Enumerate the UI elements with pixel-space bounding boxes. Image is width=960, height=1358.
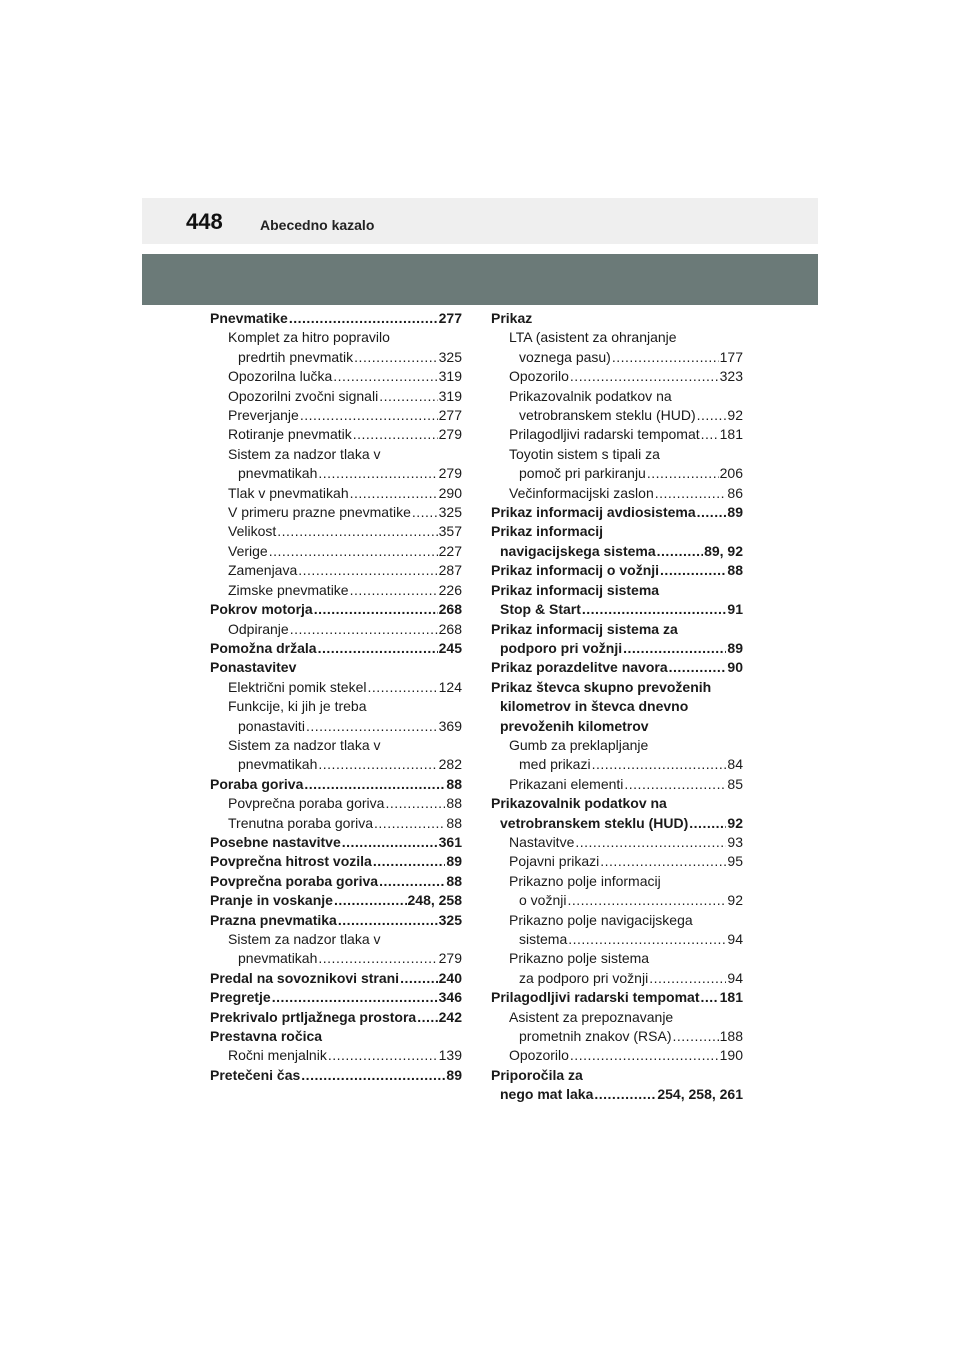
index-entry [210, 794, 462, 813]
dot-leader [600, 852, 726, 871]
index-entry-page: 181 [719, 426, 743, 443]
index-entry [210, 542, 462, 561]
index-entry-term: Pranje in voskanje [210, 892, 333, 909]
index-entry [491, 581, 743, 620]
index-entry [210, 1008, 462, 1027]
index-entry [210, 697, 462, 736]
index-entry [491, 658, 743, 677]
dot-leader [300, 406, 438, 425]
index-entry-page: 282 [438, 756, 462, 773]
index-entry-term: pomoč pri parkiranju [519, 465, 646, 482]
index-entry-term: Prikazovalnik podatkov na [509, 387, 672, 404]
index-entry-page: 95 [727, 853, 743, 870]
index-column-right [491, 309, 743, 1105]
dot-leader [338, 911, 438, 930]
dot-leader [594, 1085, 656, 1104]
index-entry-page: 268 [438, 601, 462, 618]
dot-leader [350, 581, 438, 600]
index-entry-term: Prikaz informacij sistema za [491, 620, 678, 637]
index-entry-term: Pnevmatike [210, 310, 288, 326]
index-entry [210, 600, 462, 619]
index-entry-term: Opozorilna lučka [228, 368, 333, 385]
dot-leader [623, 639, 726, 658]
index-entry-page: 268 [438, 620, 462, 637]
index-entry-page: 325 [438, 348, 462, 365]
dot-leader [373, 852, 446, 871]
index-entry-page: 242 [438, 1008, 462, 1025]
index-entry-term: podporo pri vožnji [500, 639, 623, 656]
index-entry-term: Priporočila za [491, 1066, 583, 1083]
dot-leader [568, 930, 726, 949]
index-entry-page: 277 [438, 310, 462, 326]
index-entry-term: Prikaz informacij avdiosistema [491, 504, 696, 521]
header-band [142, 254, 818, 305]
index-entry-term: vetrobranskem steklu (HUD) [519, 407, 696, 424]
index-entry [491, 872, 743, 911]
dot-leader [318, 639, 438, 658]
index-entry [210, 620, 462, 639]
index-entry [491, 775, 743, 794]
dot-leader [701, 988, 719, 1007]
index-entry [491, 425, 743, 444]
index-entry-page: 89 [727, 504, 743, 521]
dot-leader [567, 891, 726, 910]
index-entry-term: Zamenjava [228, 562, 298, 579]
index-entry-page: 245 [438, 639, 462, 656]
index-entry [210, 328, 462, 367]
index-entry [491, 911, 743, 950]
index-entry-page: 287 [438, 562, 462, 579]
dot-leader [570, 367, 719, 386]
index-entry-page: 277 [438, 407, 462, 424]
dot-leader [697, 406, 727, 425]
index-entry [491, 1046, 743, 1065]
index-entry-page: 124 [438, 678, 462, 695]
dot-leader [657, 542, 703, 561]
index-entry-term: Komplet za hitro popravilo [228, 329, 390, 346]
dot-leader [697, 503, 727, 522]
index-entry [491, 309, 743, 328]
dot-leader [314, 600, 438, 619]
index-entry-term: Električni pomik stekel [228, 678, 367, 695]
index-entry-term: ponastaviti [238, 717, 305, 734]
index-entry-term: Opozorilo [509, 1047, 569, 1064]
index-entry [210, 775, 462, 794]
index-entry-page: 89 [727, 639, 743, 656]
index-entry-term: Toyotin sistem s tipali za [509, 445, 660, 462]
index-entry-term: Prekrivalo prtljažnega prostora [210, 1008, 417, 1025]
index-entry-term: Opozorilo [509, 368, 569, 385]
index-entry-term: Pojavni prikazi [509, 853, 600, 870]
dot-leader [318, 949, 437, 968]
index-entry-page: 85 [727, 775, 743, 792]
index-entry-page: 94 [727, 931, 743, 947]
index-entry-page: 91 [727, 601, 743, 618]
index-entry-page: 92 [727, 814, 743, 831]
index-column-left [210, 309, 462, 1085]
index-entry-term: Prestavna ročica [210, 1028, 323, 1045]
index-entry-page: 188 [719, 1028, 743, 1045]
dot-leader [298, 561, 437, 580]
index-entry-term: pnevmatikah [238, 756, 318, 773]
dot-leader [289, 309, 438, 328]
index-entry-term: prometnih znakov (RSA) [519, 1028, 672, 1045]
index-entry-term: pnevmatikah [238, 465, 318, 482]
index-entry-page: 325 [438, 911, 462, 928]
index-entry [210, 561, 462, 580]
dot-leader [334, 891, 407, 910]
index-entry-term: Velikost [228, 523, 277, 540]
index-entry-page: 88 [446, 795, 462, 812]
page-number: 448 [186, 209, 223, 234]
index-entry [491, 794, 743, 833]
index-entry-page: 88 [446, 814, 462, 831]
index-entry [210, 852, 462, 871]
dot-leader [374, 814, 445, 833]
index-entry-term: Pretečeni čas [210, 1066, 301, 1083]
index-entry-term: LTA (asistent za ohranjanje [509, 329, 677, 346]
index-entry [210, 814, 462, 833]
index-entry [491, 387, 743, 426]
index-entry-page: 290 [438, 484, 462, 501]
index-entry-term: Predal na sovoznikovi strani [210, 969, 400, 986]
index-entry-term: Zimske pnevmatike [228, 581, 349, 598]
index-entry-page: 88 [727, 562, 743, 579]
index-entry [210, 503, 462, 522]
index-entry-page: 190 [719, 1047, 743, 1064]
index-entry [491, 328, 743, 367]
index-entry-page: 181 [719, 989, 743, 1006]
index-entry-term: Rotiranje pnevmatik [228, 426, 352, 443]
index-entry [210, 736, 462, 775]
dot-leader [582, 600, 727, 619]
index-entry-term: Verige [228, 542, 268, 559]
index-entry-page: 92 [727, 892, 743, 909]
index-entry-term: Povprečna hitrost vozila [210, 853, 372, 870]
dot-leader [306, 717, 438, 736]
index-entry-page: 240 [438, 969, 462, 986]
index-entry [210, 309, 462, 328]
dot-leader [624, 775, 726, 794]
index-entry [210, 658, 462, 677]
index-entry-term: navigacijskega sistema [500, 542, 656, 559]
index-entry-term: Posebne nastavitve [210, 833, 341, 850]
index-entry [210, 872, 462, 891]
index-entry-term: Gumb za preklapljanje [509, 736, 649, 753]
dot-leader [612, 348, 719, 367]
index-entry-term: Prilagodljivi radarski tempomat [509, 426, 700, 443]
dot-leader [575, 833, 726, 852]
dot-leader [655, 484, 727, 503]
index-entry [210, 445, 462, 484]
index-entry-term: Tlak v pnevmatikah [228, 484, 349, 501]
index-entry-page: 279 [438, 465, 462, 482]
index-entry-term: Prikaz [491, 310, 533, 326]
index-entry-term: Asistent za prepoznavanje [509, 1008, 674, 1025]
index-entry-page: 323 [719, 368, 743, 385]
dot-leader [689, 814, 726, 833]
index-entry [210, 1066, 462, 1085]
index-entry [210, 367, 462, 386]
index-entry-term: vetrobranskem steklu (HUD) [500, 814, 689, 831]
index-entry-page: 248, 258 [407, 892, 462, 909]
index-entry-term: med prikazi [519, 756, 591, 773]
index-entry [210, 678, 462, 697]
index-entry [491, 503, 743, 522]
index-entry [491, 367, 743, 386]
dot-leader [342, 833, 438, 852]
index-entry-page: 88 [446, 872, 462, 889]
page-header [142, 198, 818, 244]
dot-leader [649, 969, 726, 988]
index-entry-term: Prikaz informacij sistema [491, 581, 660, 598]
section-title: Abecedno kazalo [260, 217, 375, 233]
index-entry-term: Sistem za nadzor tlaka v [228, 931, 381, 947]
index-entry-term: za podporo pri vožnji [519, 969, 649, 986]
index-entry [210, 930, 462, 969]
index-entry [491, 833, 743, 852]
index-entry-page: 93 [727, 833, 743, 850]
dot-leader [673, 1027, 719, 1046]
index-entry [210, 387, 462, 406]
index-entry [210, 522, 462, 541]
index-entry-page: 92 [727, 407, 743, 424]
index-entry-page: 346 [438, 989, 462, 1006]
index-entry-term: Poraba goriva [210, 775, 304, 792]
index-entry [210, 1027, 462, 1046]
index-entry-term: Prikaz informacij o vožnji [491, 562, 660, 579]
dot-leader [304, 775, 445, 794]
dot-leader [400, 969, 438, 988]
index-entry-term: Prikazani elementi [509, 775, 624, 792]
index-entry-term: Prikazno polje navigacijskega [509, 911, 693, 928]
index-entry [210, 969, 462, 988]
index-entry-page: 357 [438, 523, 462, 540]
index-entry-term: Nastavitve [509, 833, 575, 850]
dot-leader [701, 425, 719, 444]
index-entry-term: Ponastavitev [210, 659, 297, 676]
index-entry-term: Prikazno polje sistema [509, 950, 650, 967]
dot-leader [318, 464, 437, 483]
index-entry-page: 254, 258, 261 [657, 1086, 743, 1103]
index-entry [210, 891, 462, 910]
index-entry [491, 988, 743, 1007]
index-entry [491, 484, 743, 503]
index-entry [491, 1008, 743, 1047]
dot-leader [660, 561, 726, 580]
index-entry-page: 89 [446, 1066, 462, 1083]
index-entry-page: 319 [438, 368, 462, 385]
index-entry [491, 522, 743, 561]
index-entry-page: 94 [727, 969, 743, 986]
dot-leader [277, 522, 437, 541]
dot-leader [385, 794, 445, 813]
index-entry-term: Prikaz porazdelitve navora [491, 659, 668, 676]
index-entry [210, 425, 462, 444]
dot-leader [368, 678, 438, 697]
index-entry-term: Pokrov motorja [210, 601, 313, 618]
index-entry-term: Funkcije, ki jih je treba [228, 698, 367, 715]
index-entry-term: Povprečna poraba goriva [210, 872, 379, 889]
index-entry-term: V primeru prazne pnevmatike [228, 504, 411, 521]
dot-leader [353, 425, 438, 444]
index-entry-term: Preverjanje [228, 407, 299, 424]
index-entry-term: Ročni menjalnik [228, 1047, 327, 1064]
index-entry-page: 89, 92 [704, 542, 743, 559]
index-entry [491, 1066, 743, 1105]
index-entry-term: Trenutna poraba goriva [228, 814, 374, 831]
index-entry-page: 84 [727, 756, 743, 773]
index-entry-term: kilometrov in števca dnevno [500, 698, 689, 715]
index-entry-page: 139 [438, 1047, 462, 1064]
index-entry-term: Prikazno polje informacij [509, 872, 661, 889]
index-entry-page: 89 [446, 853, 462, 870]
index-entry-term: Opozorilni zvočni signali [228, 387, 379, 404]
index-entry-page: 361 [438, 833, 462, 850]
index-entry-page: 177 [719, 348, 743, 365]
dot-leader [669, 658, 727, 677]
index-entry-term: o vožnji [519, 892, 567, 909]
index-entry-term: Sistem za nadzor tlaka v [228, 736, 381, 753]
dot-leader [417, 1008, 437, 1027]
index-entry [210, 833, 462, 852]
index-entry-page: 319 [438, 387, 462, 404]
index-entry-page: 90 [727, 659, 743, 676]
dot-leader [269, 542, 438, 561]
dot-leader [350, 484, 438, 503]
index-entry-term: Prikaz števca skupno prevoženih [491, 678, 712, 695]
dot-leader [570, 1046, 719, 1065]
index-entry-term: predrtih pnevmatik [238, 348, 354, 365]
index-entry-term: Pomožna držala [210, 639, 317, 656]
dot-leader [379, 387, 437, 406]
dot-leader [318, 755, 437, 774]
index-entry-term: Odpiranje [228, 620, 289, 637]
index-entry [491, 949, 743, 988]
dot-leader [592, 755, 727, 774]
index-entry [491, 445, 743, 484]
index-entry-term: Prikaz informacij [491, 523, 604, 540]
index-entry-term: nego mat laka [500, 1086, 594, 1103]
index-entry [491, 736, 743, 775]
dot-leader [333, 367, 437, 386]
dot-leader [412, 503, 438, 522]
dot-leader [272, 988, 438, 1007]
index-entry-page: 369 [438, 717, 462, 734]
index-entry-term: Povprečna poraba goriva [228, 795, 385, 812]
dot-leader [379, 872, 445, 891]
index-entry-term: prevoženih kilometrov [500, 717, 649, 734]
dot-leader [647, 464, 719, 483]
index-entry-page: 86 [727, 484, 743, 501]
dot-leader [301, 1066, 445, 1085]
index-entry-term: Pregretje [210, 989, 271, 1006]
index-entry-term: Stop & Start [500, 601, 581, 618]
index-entry [491, 678, 743, 736]
index-entry [491, 561, 743, 580]
dot-leader [290, 620, 438, 639]
index-entry-page: 325 [438, 504, 462, 521]
index-entry-page: 226 [438, 581, 462, 598]
index-entry [210, 988, 462, 1007]
index-entry-page: 279 [438, 950, 462, 967]
index-entry-page: 206 [719, 465, 743, 482]
index-entry-term: voznega pasu) [519, 348, 611, 365]
index-entry-term: sistema [519, 931, 568, 947]
index-entry-term: pnevmatikah [238, 950, 318, 967]
index-entry-term: Prazna pnevmatika [210, 911, 337, 928]
index-entry [210, 639, 462, 658]
index-entry-term: Sistem za nadzor tlaka v [228, 445, 381, 462]
index-entry [210, 406, 462, 425]
index-entry-page: 227 [438, 542, 462, 559]
index-entry [210, 911, 462, 930]
dot-leader [354, 348, 437, 367]
index-entry [210, 1046, 462, 1065]
index-entry-page: 279 [438, 426, 462, 443]
dot-leader [328, 1046, 438, 1065]
index-entry-term: Prikazovalnik podatkov na [491, 795, 667, 812]
index-entry [491, 620, 743, 659]
index-entry [210, 581, 462, 600]
index-entry-page: 88 [446, 775, 462, 792]
index-entry [491, 852, 743, 871]
index-entry [210, 484, 462, 503]
index-entry-term: Prilagodljivi radarski tempomat [491, 989, 700, 1006]
index-entry-term: Večinformacijski zaslon [509, 484, 654, 501]
